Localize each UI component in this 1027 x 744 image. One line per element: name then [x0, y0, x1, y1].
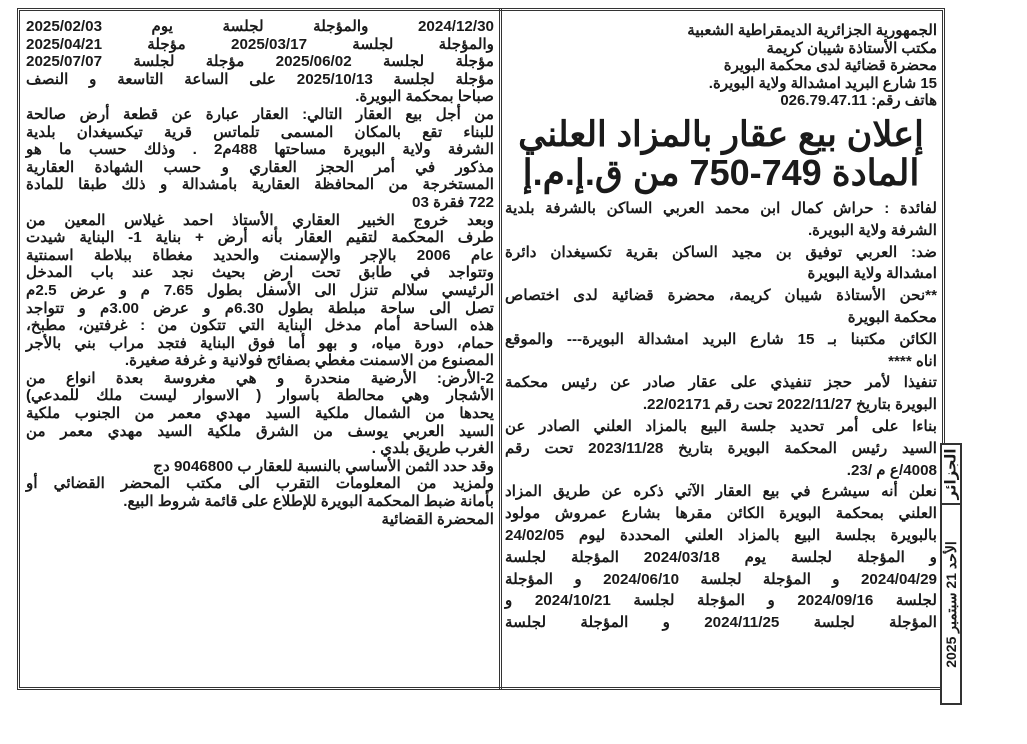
text-line: وقد حدد الثمن الأساسي بالنسبة للعقار ب 9046800 دج: [153, 457, 494, 475]
text-line: بأمانة ضبط المحكمة البويرة للإطلاع على قائمة شروط البيع.: [123, 493, 494, 511]
text-line: امشدالة ولاية البويرة: [807, 265, 937, 283]
text-line: وبعد خروج الخبير العقاري الأستاذ احمد غيلاس المعين من: [26, 211, 494, 229]
text-line: مؤجلة لجلسة 2025/10/13 على الساعة التاسعة و النصف: [26, 70, 494, 88]
text-line: اناه ****: [888, 352, 937, 370]
text-line: الأشجار وهي محالطة باسوار ( الاسوار ليست ملك للمدعي): [26, 387, 494, 405]
text-line: مكتب الأستاذة شيبان كريمة: [766, 39, 937, 57]
column-divider: [499, 8, 502, 690]
text-line: مذكور في أمر الحجز العقاري و حسب الشهادة العقارية: [26, 158, 494, 176]
text-line: 2024/12/30 والمؤجلة لجلسة يوم 2025/02/03: [26, 18, 494, 35]
text-line: مؤجلة لجلسة 2025/06/02 مؤجلة لجلسة 2025/07/07: [26, 53, 494, 71]
text-line: لجلسة 2024/09/16 و المؤجلة لجلسة 2024/10/21 و: [505, 592, 937, 610]
text-line: 15 شارع البريد امشدالة ولاية البويرة.: [708, 74, 937, 92]
text-line: بالبويرة بجلسة البيع بالمزاد العلني المحددة ليوم 24/02/05: [505, 526, 937, 544]
text-line: ولمزيد من المعلومات التقرب الى مكتب المحضر القضائي أو: [26, 475, 494, 493]
text-line: لفائدة : حراش كمال ابن محمد العربي الساكن بالشرفة بلدية: [505, 199, 937, 217]
text-line: عام 2006 بالإجر والإسمنت والحديد مغطاة ببلاطة اسمنتية: [26, 246, 495, 264]
text-line: **نحن الأستاذة شيبان كريمة، محضرة قضائية لدى اختصاص: [505, 287, 937, 305]
title-article-line: المادة 749-750 من ق.إ.م.إ: [522, 151, 920, 193]
text-line: الشرفة ولاية البويرة مساحتها 488م2 . وذلك حسب ما هو: [26, 141, 495, 159]
text-line: تنفيذا لأمر حجز تنفيذي على عقار صادر عن رئيس محكمة: [505, 374, 937, 392]
text-line: الغرب طريق بلدي .: [371, 440, 494, 458]
text-line: حمام، دورة مياه، و بهو أما فوق البناية فتجد مراب بني بالأجر: [26, 334, 494, 352]
text-line: الكائن مكتبنا بـ 15 شارع البريد امشدالة البويرة--- والموقع: [505, 330, 938, 348]
text-line: محكمة البويرة: [847, 308, 937, 326]
text-line: نعلن أنه سيشرع في بيع العقار الآتي ذكره عن طريق المزاد: [505, 483, 937, 501]
text-line: وتتواجد في طابق تحت ارض بحيث نجد عند باب المدخل: [26, 264, 494, 282]
text-line: 2024/04/29 و المؤجلة لجلسة 2024/06/10 و المؤجلة: [505, 570, 937, 588]
newspaper-strip: [940, 443, 962, 705]
text-line: الرئيسي سلالم تنزل الى الأسفل بطول 7.65 م و عرض 2.5م: [26, 281, 495, 299]
text-line: تصل الى ساحة مبلطة بطول 6.30م و عرض 3.00م و تتواجد: [26, 299, 494, 317]
text-line: السيد رئيس المحكمة البويرة بتاريخ 2023/11/28 تحت رقم: [505, 439, 937, 457]
title-line: إعلان بيع عقار بالمزاد العلني: [518, 114, 924, 154]
text-line: البويرة بتاريخ 2022/11/27 تحت رقم 22/02171.: [642, 396, 937, 414]
text-line: 2-الأرض: الأرضية منحدرة و هي مغروسة بعدة انواع من: [26, 369, 494, 387]
notice-title: [505, 116, 937, 192]
right-column: [505, 22, 937, 634]
text-line: الجمهورية الجزائرية الديمقراطية الشعبية: [687, 22, 937, 39]
text-line: والمؤجلة لجلسة 2025/03/17 مؤجلة 2025/04/21: [26, 35, 494, 53]
text-line: 722 فقرة 03: [412, 193, 494, 211]
text-line: محضرة قضائية لدى محكمة البويرة: [723, 57, 937, 75]
text-line: بناءا على أمر تحديد جلسة البيع بالمزاد العلني الصادر عن: [505, 417, 937, 435]
text-line: طرف المحكمة لتقيم العقار بأنه أرض + بناية 1- البناية شيدت: [26, 229, 494, 247]
text-line: المستخرجة من المحافظة العقارية بامشدالة و ذلك طبقا للمادة: [26, 176, 494, 194]
text-line: 4008/ع م /23.: [846, 461, 937, 479]
right-body: [505, 198, 937, 634]
text-line: الشرفة ولاية البويرة.: [807, 221, 937, 239]
issue-date-text: الأحد 21 سبتمبر 2025: [942, 540, 959, 668]
text-line: هاتف رقم: 026.79.47.11: [780, 92, 937, 110]
newspaper-logo: [942, 445, 960, 505]
text-line: المصنوع من الاسمنت مغطي بصفائح فولانية و غرفة صغيرة.: [124, 352, 494, 370]
text-line: يحدها من الشمال ملكية السيد مهدي معمر من الجنوب ملكية: [26, 405, 494, 423]
text-line: المؤجلة لجلسة 2024/11/25 و المؤجلة لجلسة: [505, 614, 937, 632]
logo-text: الجزائر: [942, 448, 960, 500]
text-line: من أجل بيع العقار التالي: العقار عبارة عن قطعة أرض صالحة: [26, 105, 494, 123]
text-line: العلني بمحكمة البويرة الكائن مقرها بشارع عمروش مولود: [505, 505, 937, 523]
text-line: و المؤجلة لجلسة يوم 2024/03/18 المؤجلة لجلسة: [505, 548, 938, 566]
text-line: للبناء تقع بالمكان المسمى تلماتس قرية تيكسيغدان بلدية: [26, 123, 494, 141]
text-line: السيد العربي يوسف من الشرق ملكية السيد مهدي معمر من: [26, 422, 494, 440]
text-line: صباحا بمحكمة البويرة.: [355, 88, 494, 106]
text-line: هذه الساحة أمام مدخل البناية التي تتكون من : غرفتين، مطبخ،: [26, 317, 494, 335]
left-column: [26, 18, 494, 528]
text-line: ضد: العربي توفيق بن مجيد الساكن بقرية تكسيغدان دائرة: [505, 243, 937, 261]
text-line: المحضرة القضائية: [381, 510, 494, 528]
issue-date: [942, 505, 960, 703]
office-header: [505, 22, 937, 110]
